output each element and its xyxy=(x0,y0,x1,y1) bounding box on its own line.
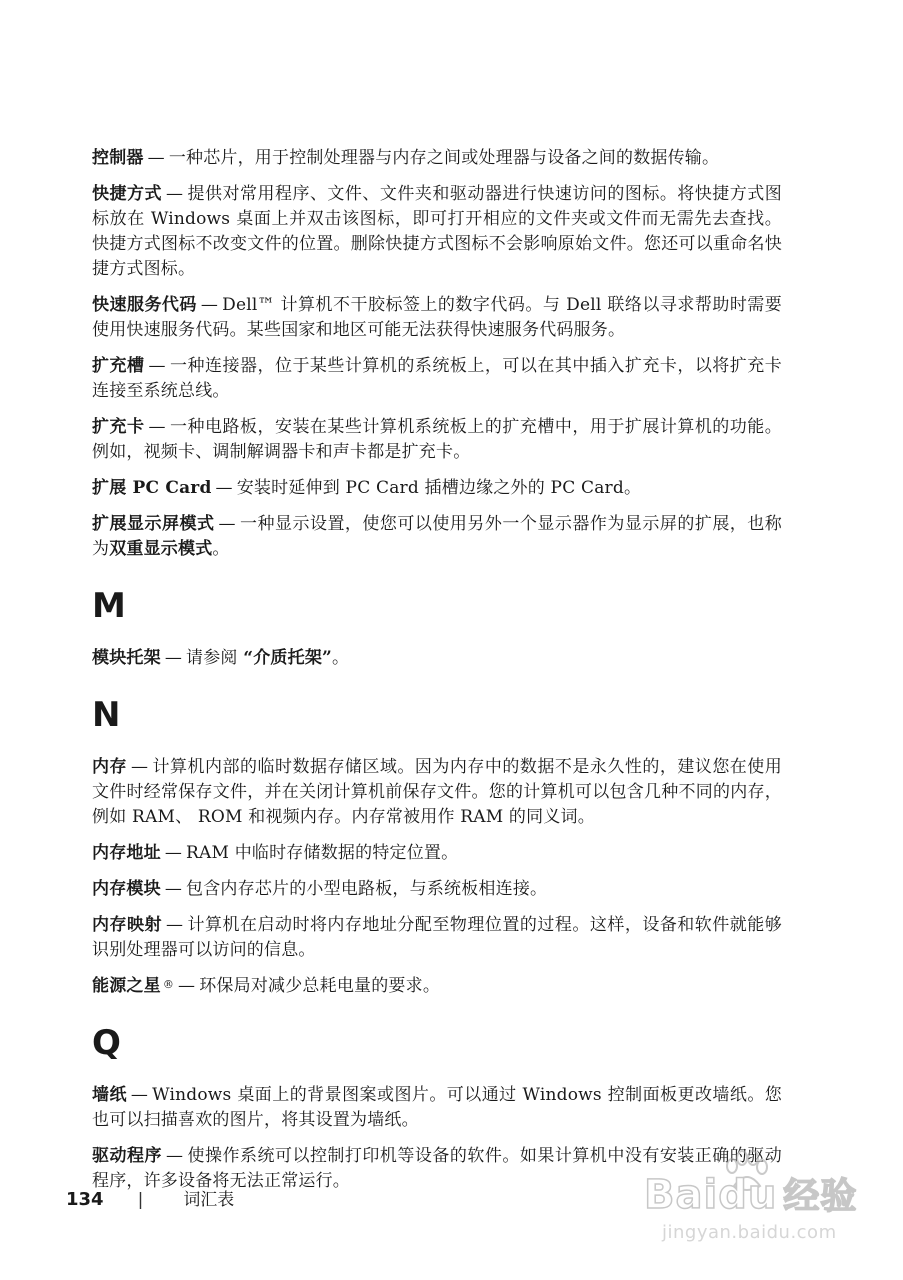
glossary-entry-express-service-code xyxy=(92,293,782,343)
entry-definition: 环保局对减少总耗电量的要求。 xyxy=(199,976,441,996)
entry-definition: Dell™ 计算机不干胶标签上的数字代码。与 Dell 联络以寻求帮助时需要使用快速服务代码。某些国家和地区可能无法获得快速服务代码服务。 xyxy=(92,295,782,340)
section-heading-q: Q xyxy=(92,1023,121,1063)
entry-dash: — xyxy=(164,879,183,899)
entry-term: 内存映射 xyxy=(92,915,162,935)
entry-definition: 计算机内部的临时数据存储区域。因为内存中的数据不是永久性的，建议您在使用文件时经常保存文件，并在关闭计算机前保存文件。您的计算机可以包含几种不同的内存，例如 RAM、 ROM 和视频内存。内存常被用作 RAM 的同义词。 xyxy=(92,757,783,827)
entry-term: 墙纸 xyxy=(92,1085,127,1105)
entry-term: 快捷方式 xyxy=(92,184,162,204)
entry-term: 扩展显示屏模式 xyxy=(92,514,215,534)
entry-dash: — xyxy=(215,478,233,498)
page-footer xyxy=(66,1188,234,1212)
entry-term: 控制器 xyxy=(92,148,144,168)
glossary-entry-memory-mapping xyxy=(92,913,782,963)
entry-dash: — xyxy=(130,1085,149,1105)
watermark-logo-text2: du xyxy=(718,1172,778,1218)
glossary-entry-memory xyxy=(92,755,782,830)
glossary-entry-extended-pc-card xyxy=(92,476,782,501)
entry-term: 扩展 PC Card xyxy=(92,478,212,498)
glossary-entry-expansion-slot xyxy=(92,354,782,404)
watermark-logo xyxy=(644,1168,857,1219)
entry-dash: — xyxy=(131,757,149,777)
entry-dash: — xyxy=(165,915,184,935)
glossary-entry-wallpaper xyxy=(92,1083,782,1133)
entry-term: 内存模块 xyxy=(92,879,161,899)
entry-definition: 安装时延伸到 PC Card 插槽边缘之外的 PC Card。 xyxy=(236,478,642,498)
entry-dash: — xyxy=(164,648,183,668)
entry-emphasis: 双重显示模式 xyxy=(109,539,213,559)
entry-definition: 使操作系统可以控制打印机等设备的软件。如果计算机中没有安装正确的驱动程序，许多设备将无法正常运行。 xyxy=(92,1146,782,1191)
entry-term: 模块托架 xyxy=(92,648,161,668)
entry-definition: 请参阅 xyxy=(186,648,238,668)
entry-end: 。 xyxy=(332,648,350,668)
watermark-brand: 经验 xyxy=(783,1176,858,1217)
entry-definition: 一种连接器，位于某些计算机的系统板上，可以在其中插入扩充卡，以将扩充卡连接至系统总线。 xyxy=(92,356,782,401)
entry-term: 内存 xyxy=(92,757,127,777)
entry-definition: 包含内存芯片的小型电路板，与系统板相连接。 xyxy=(186,879,548,899)
entry-term: 快速服务代码 xyxy=(92,295,197,315)
entry-dash: — xyxy=(148,356,166,376)
glossary-entry-module-bay xyxy=(92,646,782,671)
entry-dash: — xyxy=(218,514,236,534)
glossary-entry-shortcut xyxy=(92,182,782,282)
baidu-jingyan-watermark xyxy=(644,1150,894,1260)
glossary-entry-expansion-card xyxy=(92,415,782,465)
page-number: 134 xyxy=(66,1189,104,1210)
entry-definition: 计算机在启动时将内存地址分配至物理位置的过程。这样，设备和软件就能够识别处理器可以访问的信息。 xyxy=(92,915,782,960)
entry-definition: 提供对常用程序、文件、文件夹和驱动器进行快速访问的图标。将快捷方式图标放在 Windows 桌面上并双击该图标，即可打开相应的文件夹或文件而无需先去查找。快捷方式图标不改变文件的位置。删除快捷方式图标不会影响原始文件。您还可以重命名快捷方式图标。 xyxy=(92,184,782,279)
entry-dash: — xyxy=(164,843,183,863)
glossary-entry-controller xyxy=(92,146,782,171)
glossary-entry-memory-address xyxy=(92,841,782,866)
glossary-content xyxy=(92,146,782,1205)
entry-term: 驱动程序 xyxy=(92,1146,162,1166)
section-heading-n: N xyxy=(92,695,121,735)
entry-definition: 一种显示设置，使您可以使用另外一个显示器作为显示屏的扩展，也称为 xyxy=(92,514,782,559)
entry-dash: — xyxy=(178,976,196,996)
glossary-entry-energy-star xyxy=(92,974,782,999)
glossary-entry-extended-display-mode xyxy=(92,512,782,562)
registered-mark: ® xyxy=(162,978,175,991)
glossary-entry-memory-module xyxy=(92,877,782,902)
entry-definition: RAM 中临时存储数据的特定位置。 xyxy=(186,843,459,863)
entry-definition: 一种电路板，安装在某些计算机系统板上的扩充槽中，用于扩展计算机的功能。例如，视频卡、调制解调器卡和声卡都是扩充卡。 xyxy=(92,417,782,462)
entry-definition: Windows 桌面上的背景图案或图片。可以通过 Windows 控制面板更改墙纸。您也可以扫描喜欢的图片，将其设置为墙纸。 xyxy=(92,1085,783,1130)
footer-section-title: 词汇表 xyxy=(183,1190,235,1210)
watermark-logo-text: Bai xyxy=(644,1172,719,1218)
entry-dash: — xyxy=(148,417,166,437)
entry-dash: — xyxy=(165,184,184,204)
entry-term: 能源之星 xyxy=(92,976,161,996)
entry-dash: — xyxy=(165,1146,184,1166)
entry-term: 扩充卡 xyxy=(92,417,145,437)
footer-separator: | xyxy=(137,1190,144,1210)
entry-dash: — xyxy=(200,295,219,315)
entry-term: 扩充槽 xyxy=(92,356,145,376)
entry-cross-reference: “介质托架” xyxy=(243,648,332,668)
entry-term: 内存地址 xyxy=(92,843,161,863)
entry-end: 。 xyxy=(212,539,230,559)
entry-dash: — xyxy=(147,148,165,168)
entry-definition: 一种芯片，用于控制处理器与内存之间或处理器与设备之间的数据传输。 xyxy=(168,148,720,168)
watermark-url: jingyan.baidu.com xyxy=(662,1222,837,1243)
section-heading-m: M xyxy=(92,586,126,626)
